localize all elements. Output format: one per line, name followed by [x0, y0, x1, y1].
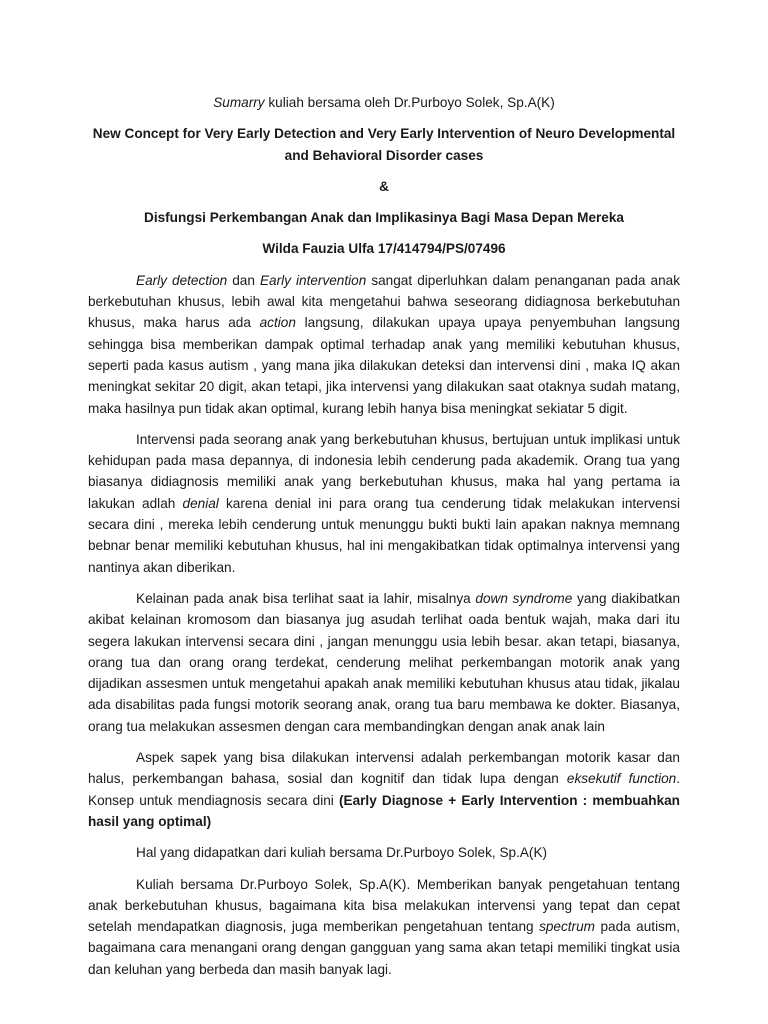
ampersand: & — [379, 178, 389, 194]
paragraph-early-detection — [88, 270, 680, 419]
summary-rest: kuliah bersama oleh Dr.Purboyo Solek, Sp.A(K) — [264, 95, 555, 110]
document-title: New Concept for Very Early Detection and Very Early Intervention of Neuro Developmental and Behavioral Disorder cases — [92, 126, 676, 163]
p1-italic-5: action — [259, 315, 296, 331]
p4-text-1: Aspek sapek yang bisa dilakukan intervensi adalah perkembangan motorik kasar dan halus, perkembangan bahasa, sosial dan kognitif dan tidak lupa dengan — [88, 750, 680, 787]
p6-text-3: pada autism, bagaimana cara menangani orang dengan gangguan yang sama akan tetapi memiliki tingkat usia dan keluhan yang berbeda dan masih banyak lagi. — [88, 919, 680, 977]
author-line: Wilda Fauzia Ulfa 17/414794/PS/07496 — [262, 241, 506, 257]
p1-text-6: langsung, dilakukan upaya upaya penyembuhan langsung sehingga bisa memberikan dampak optimal terhadap anak yang memiliki kebutuhan khusus, seperti pada kasus autism , yang mana jika dilakukan deteksi dan intervensi dini , maka IQ akan meningkat sekitar 20 digit, akan tetapi, jika intervensi yang dilakukan saat otaknya sudah matang, maka hasilnya pun tidak akan optimal, kurang lebih hanya bisa meningkat sekiatar 5 digit. — [88, 315, 680, 416]
p1-text-2: dan — [227, 272, 260, 288]
p4-bold-4: (Early Diagnose + Early Intervention : membuahkan hasil yang optimal) — [88, 792, 680, 829]
p1-italic-3: Early intervention — [259, 272, 367, 288]
p4-text-3: . Konsep untuk mendiagnosis secara dini — [88, 771, 680, 808]
p2-italic-2: denial — [182, 495, 219, 511]
p2-text-3: karena denial ini para orang tua cenderung tidak melakukan intervensi secara dini , mereka lebih cenderung untuk menunggu bukti bukti lain apakan naknya memnang bebnar benar memiliki kebutuhan khusus, hal ini mengakibatkan tidak optimalnya intervensi yang nantinya akan diberikan. — [88, 495, 680, 575]
p2-text-1: Intervensi pada seorang anak yang berkebutuhan khusus, bertujuan untuk implikasi untuk kehidupan pada masa depannya, di indonesia lebih cenderung pada akademik. Orang tua yang biasanya didiagnosis memiliki anak yang berkebutuhan khusus, maka hal yang pertama ia lakukan adlah — [88, 431, 680, 511]
p3-text-1: Kelainan pada anak bisa terlihat saat ia lahir, misalnya — [136, 590, 476, 606]
p6-italic-2: spectrum — [539, 919, 595, 935]
paragraph-kuliah — [88, 874, 680, 980]
summary-line — [88, 92, 680, 113]
p4-italic-2: eksekutif function — [566, 771, 677, 787]
paragraph-hal-didapatkan: Hal yang didapatkan dari kuliah bersama Dr.Purboyo Solek, Sp.A(K) — [136, 845, 548, 861]
p6-text-1: Kuliah bersama Dr.Purboyo Solek, Sp.A(K). Memberikan banyak pengetahuan tentang anak berkebutuhan khusus, bagaimana kita bisa melakukan intervensi yang tepat dan cepat setelah mendapatkan diagnosis, juga memberikan pengetahuan tentang — [88, 876, 680, 935]
summary-italic: Sumarry — [213, 95, 265, 110]
document-subtitle: Disfungsi Perkembangan Anak dan Implikasinya Bagi Masa Depan Mereka — [144, 210, 624, 226]
paragraph-kelainan — [88, 588, 680, 737]
p3-italic-2: down syndrome — [475, 590, 573, 606]
paragraph-aspek — [88, 747, 680, 832]
p1-italic-1: Early detection — [136, 272, 228, 288]
p1-text-4: sangat diperluhkan dalam penanganan pada anak berkebutuhan khusus, lebih awal kita mengetahui bahwa seseorang didiagnosa berkebutuhan khusus, maka harus ada — [88, 272, 681, 331]
p3-text-3: yang diakibatkan akibat kelainan kromosom dan biasanya jug asudah terlihat oada bentuk wajah, maka dari itu segera lakukan intervensi secara dini , jangan menunggu usia lebih besar. akan tetapi, biasanya, orang tua dan orang orang terdekat, cenderung melihat perkembangan motorik anak yang dijadikan assesmen untuk mengetahui apakah anak memiliki kebutuhan khusus atau tidak, jikalau ada disabilitas pada fungsi motorik seorang anak, orang tua baru membawa ke dokter. Biasanya, orang tua melakukan assesmen dengan cara membandingkan dengan anak anak lain — [88, 590, 681, 734]
paragraph-intervensi — [88, 429, 680, 578]
